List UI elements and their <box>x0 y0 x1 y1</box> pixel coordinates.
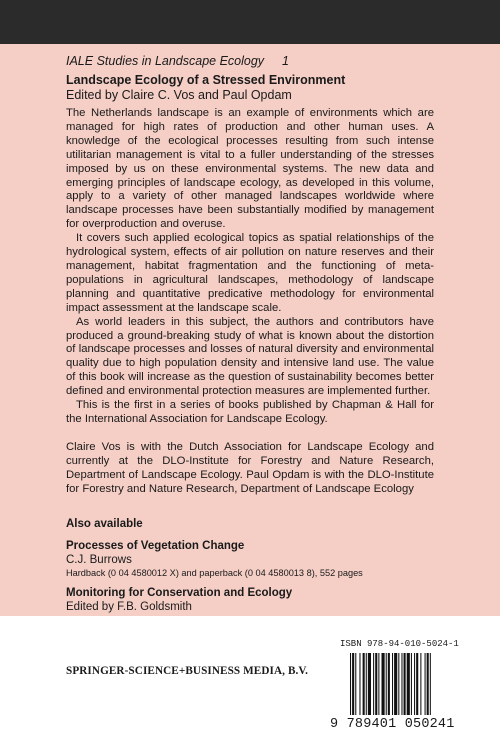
barcode-icon <box>350 653 460 715</box>
book-title: Landscape Ecology of a Stressed Environment <box>66 73 346 87</box>
bottom-white-band <box>0 616 500 750</box>
also-book-info: Hardback (0 04 4580012 X) and paperback (0 04 4580013 8), 552 pages <box>66 568 363 579</box>
series-number: 1 <box>282 54 289 68</box>
description-paragraph: The Netherlands landscape is an example of environments which are managed for high rates of production and other human uses. A knowledge of the ecological processes resulting from such intense utilitarian management is vital to a fuller understanding of the stresses imposed by us on these environmental systems. The new data and emerging principles of landscape ecology, as developed in this volume, apply to a variety of other managed landscapes worldwide where landscape processes have been substantially modified by management for overproduction and overuse. <box>66 107 434 231</box>
also-book-title: Monitoring for Conservation and Ecology <box>66 587 293 600</box>
also-book-author: Edited by F.B. Goldsmith <box>66 601 192 614</box>
description-paragraph: This is the first in a series of books published by Chapman & Hall for the International Association for Landscape Ecology. <box>66 399 434 425</box>
series-name: IALE Studies in Landscape Ecology <box>66 54 265 68</box>
publisher-name: SPRINGER-SCIENCE+BUSINESS MEDIA, B.V. <box>66 665 309 677</box>
also-available-heading: Also available <box>66 518 143 531</box>
description-paragraph: It covers such applied ecological topics as spatial relationships of the hydrological system, effects of air pollution on nature reserves and their management, habitat fragmentation and the functioning of meta-populations in agricultural landscapes, methodology of landscape planning and quantitative predicative methodology for environmental impact assessment at the landscape scale. <box>66 232 434 314</box>
description-paragraph: As world leaders in this subject, the authors and contributors have produced a ground-breaking study of what is known about the distortion of landscape processes and losses of natural diversity and environmental quality due to high population density and intensive land use. The value of this book will increase as the question of sustainability becomes better defined and environmental protection measures are implemented further. <box>66 315 434 398</box>
also-available-item <box>66 539 434 579</box>
also-book-author: C.J. Burrows <box>66 554 132 567</box>
barcode-number: 9 789401 050241 <box>330 717 455 732</box>
back-cover-text <box>66 54 434 633</box>
isbn-label: ISBN 978-94-010-5024-1 <box>340 639 459 649</box>
top-dark-band <box>0 0 500 44</box>
also-book-title: Processes of Vegetation Change <box>66 540 245 553</box>
series-line <box>66 54 434 68</box>
editor-bio: Claire Vos is with the Dutch Association for Landscape Ecology and currently at the DLO-Institute for Forestry and Nature Research, Department of Landscape Ecology. Paul Opdam is with the DLO-Institute for Forestry and Nature Research, Department of Landscape Ecology <box>66 440 434 495</box>
book-editors: Edited by Claire C. Vos and Paul Opdam <box>66 88 292 102</box>
